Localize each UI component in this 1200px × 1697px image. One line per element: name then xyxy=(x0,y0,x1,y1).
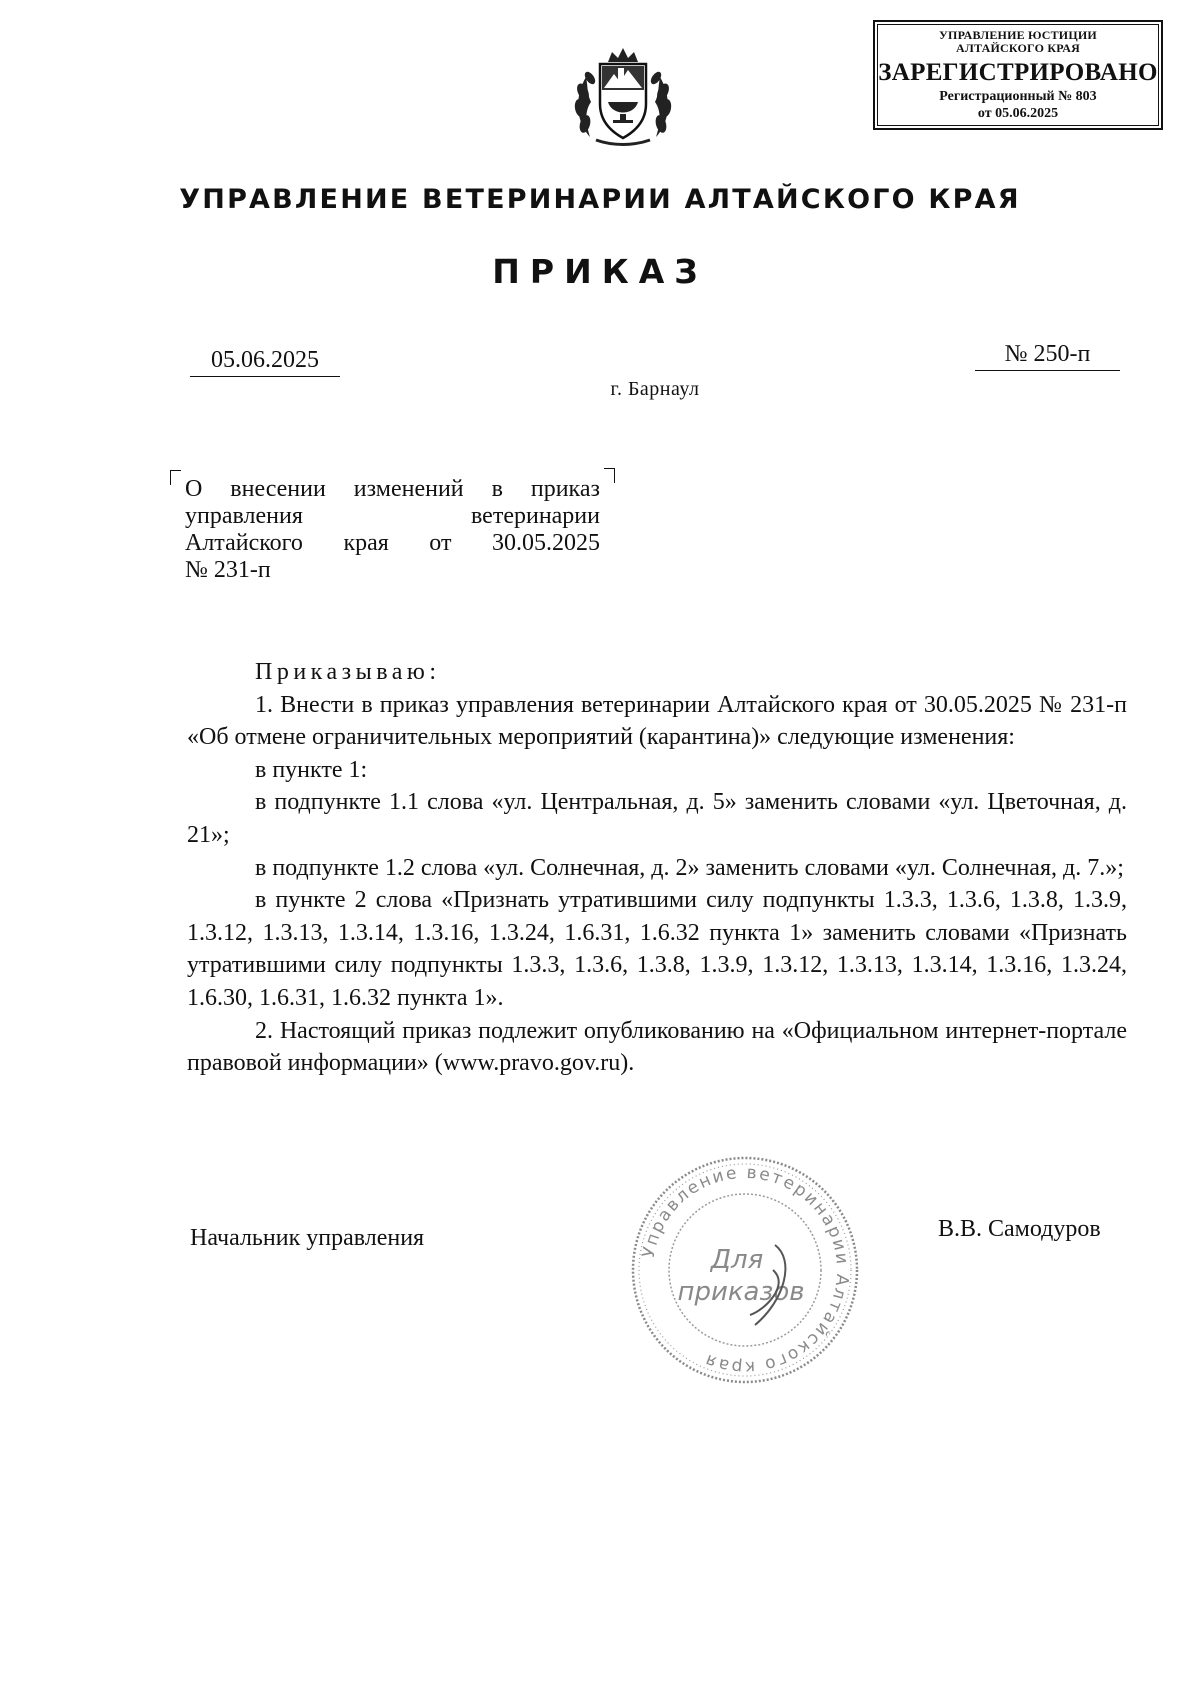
registration-stamp-org-line: УПРАВЛЕНИЕ ЮСТИЦИИ xyxy=(939,28,1097,42)
subject-word: края xyxy=(343,530,389,556)
subject-word: О xyxy=(185,476,203,502)
ministry-name: УПРАВЛЕНИЕ ВЕТЕРИНАРИИ АЛТАЙСКОГО КРАЯ xyxy=(179,184,1021,215)
subject-word: в xyxy=(491,476,503,502)
subject-word: внесении xyxy=(230,476,326,502)
document-body xyxy=(187,656,1127,1080)
subject-word: приказ xyxy=(530,476,600,502)
order-intro: Приказываю: xyxy=(255,659,441,685)
order-item-1-point-2: в пункте 2 слова «Признать утратившими силу подпункты 1.3.3, 1.3.6, 1.3.8, 1.3.9, 1.3.12, 1.3.13, 1.3.14, 1.3.16, 1.3.24, 1.6.31, 1.6.32 пункта 1» заменить словами «Признать утратившими силу подпункты 1.3.3, 1.3.6, 1.3.8, 1.3.9, 1.3.12, 1.3.13, 1.3.14, 1.3.16, 1.3.24, 1.6.30, 1.6.31, 1.6.32 пункта 1». xyxy=(187,887,1127,1011)
order-item-1: 1. Внести в приказ управления ветеринарии Алтайского края от 30.05.2025 № 231-п «Об отмене ограничительных мероприятий (карантина)» следующие изменения: xyxy=(187,691,1127,751)
registration-number: Регистрационный № 803 xyxy=(939,89,1097,104)
document-city: г. Барнаул xyxy=(610,378,700,400)
official-seal xyxy=(625,1150,865,1390)
subject-word: 30.05.2025 xyxy=(491,530,600,556)
order-item-1-point: в пункте 1: xyxy=(255,756,368,783)
document-type: ПРИКАЗ xyxy=(492,252,708,291)
signatory-title: Начальник управления xyxy=(190,1225,425,1251)
subject-line xyxy=(185,530,600,557)
document-subject xyxy=(185,476,600,584)
subject-word: ветеринарии xyxy=(470,503,600,529)
document-date: 05.06.2025 xyxy=(190,347,340,377)
registration-stamp-org-line: АЛТАЙСКОГО КРАЯ xyxy=(956,41,1080,55)
subject-corner-right xyxy=(604,468,615,483)
seal-center-line-2: приказов xyxy=(677,1277,805,1307)
subject-line xyxy=(185,476,600,503)
registration-date: от 05.06.2025 xyxy=(977,106,1059,121)
registration-stamp-status: ЗАРЕГИСТРИРОВАНО xyxy=(878,59,1158,86)
registration-stamp xyxy=(873,20,1163,130)
altai-krai-coat-of-arms-icon xyxy=(568,42,678,152)
subject-word: Алтайского xyxy=(185,530,303,556)
registration-stamp-org xyxy=(875,29,1161,55)
subject-word: изменений xyxy=(353,476,464,502)
document-number: № 250-п xyxy=(975,341,1120,371)
seal-ring-text: Управление ветеринарии Алтайского края xyxy=(638,1162,853,1378)
subject-word: от xyxy=(429,530,452,556)
seal-center-line-1: Для xyxy=(710,1245,764,1275)
subject-line xyxy=(185,503,600,530)
order-item-1-subpoint-1: в подпункте 1.1 слова «ул. Центральная, д. 5» заменить словами «ул. Цветочная, д. 21»; xyxy=(187,789,1127,848)
order-item-2: 2. Настоящий приказ подлежит опубликованию на «Официальном интернет-портале правовой информации» (www.pravo.gov.ru). xyxy=(187,1017,1127,1077)
signatory-name: В.В. Самодуров xyxy=(938,1216,1101,1242)
subject-word: № 231-п xyxy=(185,557,271,583)
subject-word: управления xyxy=(185,503,303,529)
order-item-1-subpoint-2: в подпункте 1.2 слова «ул. Солнечная, д. 2» заменить словами «ул. Солнечная, д. 7.»; xyxy=(255,854,1124,881)
subject-line xyxy=(185,557,600,584)
subject-corner-left xyxy=(170,470,181,485)
